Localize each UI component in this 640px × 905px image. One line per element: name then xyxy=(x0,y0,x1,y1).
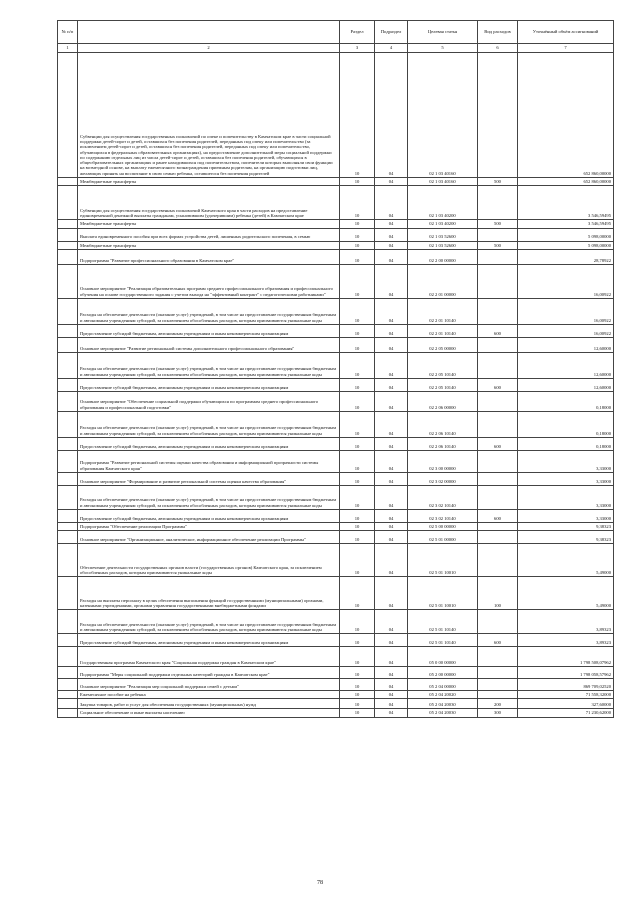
row-amount: 71 558,32000 xyxy=(518,691,614,699)
row-subsection: 04 xyxy=(375,531,408,544)
row-number-cell xyxy=(58,709,78,717)
row-number-cell xyxy=(58,249,78,264)
table-row xyxy=(58,337,614,352)
row-target-item: 02 2 05 10140 xyxy=(408,352,478,378)
row-number-cell xyxy=(58,472,78,485)
row-target-item: 02 2 01 00000 xyxy=(408,264,478,298)
row-number-cell xyxy=(58,298,78,324)
row-amount: 3,33000 xyxy=(518,509,614,522)
row-number-cell xyxy=(58,679,78,691)
row-amount: 12,60000 xyxy=(518,352,614,378)
row-amount: 3 546,59495 xyxy=(518,220,614,228)
row-number-cell xyxy=(58,450,78,472)
row-amount: 12,60000 xyxy=(518,337,614,352)
row-target-item: 02 5 01 10140 xyxy=(408,610,478,634)
row-expense-type: 200 xyxy=(478,699,518,709)
row-description: Межбюджетные трансферты xyxy=(78,220,340,228)
row-amount: 3,33000 xyxy=(518,450,614,472)
row-amount: 16,00922 xyxy=(518,298,614,324)
header-section: Раздел xyxy=(340,21,375,44)
row-section: 10 xyxy=(340,249,375,264)
table-row xyxy=(58,53,614,178)
row-target-item: 02 2 01 10140 xyxy=(408,298,478,324)
row-expense-type xyxy=(478,472,518,485)
row-expense-type xyxy=(478,337,518,352)
row-description: Межбюджетные трансферты xyxy=(78,241,340,249)
table-row xyxy=(58,220,614,228)
row-target-item: 02 5 01 10010 xyxy=(408,544,478,577)
row-target-item: 02 5 01 10010 xyxy=(408,577,478,610)
row-number-cell xyxy=(58,324,78,337)
row-expense-type: 600 xyxy=(478,437,518,450)
header-description xyxy=(78,21,340,44)
row-number-cell xyxy=(58,531,78,544)
row-target-item: 02 3 02 10140 xyxy=(408,485,478,509)
row-expense-type xyxy=(478,249,518,264)
table-row xyxy=(58,647,614,667)
row-target-item: 02 3 00 00000 xyxy=(408,450,478,472)
row-expense-type xyxy=(478,411,518,437)
row-subsection: 04 xyxy=(375,391,408,411)
row-amount: 16,00922 xyxy=(518,324,614,337)
row-target-item: 05 2 00 00000 xyxy=(408,667,478,679)
row-subsection: 04 xyxy=(375,647,408,667)
row-target-item: 02 5 01 00000 xyxy=(408,531,478,544)
row-description: Ежемесячное пособие на ребенка xyxy=(78,691,340,699)
row-expense-type xyxy=(478,352,518,378)
row-description: Расходы на обеспечение деятельности (оказание услуг) учреждений, в том числе на предоставление государственным бюджетным и автономным учреждениям субсидий, за исключением обособленных расходов, которым присваиваются уникальные коды xyxy=(78,485,340,509)
row-description: Расходы на обеспечение деятельности (оказание услуг) учреждений, в том числе на предоставление государственным бюджетным и автономным учреждениям субсидий, за исключением обособленных расходов, которым присваиваются уникальные коды xyxy=(78,298,340,324)
row-amount: 5 098,00000 xyxy=(518,241,614,249)
row-amount: 652 860,00000 xyxy=(518,53,614,178)
row-number-cell xyxy=(58,667,78,679)
row-subsection: 04 xyxy=(375,352,408,378)
row-target-item: 02 5 00 00000 xyxy=(408,522,478,530)
row-target-item: 02 2 06 10140 xyxy=(408,411,478,437)
table-row xyxy=(58,378,614,391)
row-target-item: 05 2 04 00000 xyxy=(408,679,478,691)
row-expense-type xyxy=(478,485,518,509)
row-description: Выплата единовременного пособия при всех формах устройства детей, лишенных родительского попечения, в семью xyxy=(78,228,340,241)
row-description: Основное мероприятие "Формирование и развитие региональной системы оценки качества образования" xyxy=(78,472,340,485)
row-subsection: 04 xyxy=(375,709,408,717)
row-section: 10 xyxy=(340,298,375,324)
row-number-cell xyxy=(58,544,78,577)
row-expense-type xyxy=(478,531,518,544)
row-subsection: 04 xyxy=(375,337,408,352)
row-subsection: 04 xyxy=(375,472,408,485)
row-target-item: 02 2 06 00000 xyxy=(408,391,478,411)
table-row xyxy=(58,679,614,691)
row-subsection: 04 xyxy=(375,667,408,679)
column-number: 3 xyxy=(340,44,375,53)
table-row xyxy=(58,391,614,411)
row-subsection: 04 xyxy=(375,228,408,241)
row-description: Основное мероприятие "Обеспечение социальной поддержки обучающихся по программам среднего профессионального образования и профессиональной подготовки" xyxy=(78,391,340,411)
table-row xyxy=(58,709,614,717)
row-amount: 3,33000 xyxy=(518,485,614,509)
row-number-cell xyxy=(58,437,78,450)
column-number: 2 xyxy=(78,44,340,53)
row-number-cell xyxy=(58,522,78,530)
header-subsection: Подраздел xyxy=(375,21,408,44)
table-row xyxy=(58,298,614,324)
row-target-item: 02 5 01 10140 xyxy=(408,634,478,647)
row-description: Предоставление субсидий бюджетным, автономным учреждениям и иным некоммерческим организациям xyxy=(78,437,340,450)
row-number-cell xyxy=(58,391,78,411)
row-target-item: 02 1 03 40200 xyxy=(408,186,478,220)
row-target-item: 05 2 04 20030 xyxy=(408,699,478,709)
row-expense-type xyxy=(478,679,518,691)
row-target-item: 02 1 03 40160 xyxy=(408,178,478,186)
row-expense-type: 100 xyxy=(478,577,518,610)
row-subsection: 04 xyxy=(375,53,408,178)
row-description: Социальное обеспечение и иные выплаты населению xyxy=(78,709,340,717)
row-section: 10 xyxy=(340,472,375,485)
row-section: 10 xyxy=(340,450,375,472)
row-expense-type: 300 xyxy=(478,709,518,717)
row-number-cell xyxy=(58,610,78,634)
row-target-item: 02 2 05 00000 xyxy=(408,337,478,352)
row-subsection: 04 xyxy=(375,634,408,647)
row-description: Подпрограмма "Развитие профессионального образования в Камчатском крае" xyxy=(78,249,340,264)
row-section: 10 xyxy=(340,485,375,509)
row-target-item: 02 1 03 52600 xyxy=(408,228,478,241)
row-section: 10 xyxy=(340,264,375,298)
row-target-item: 05 0 00 00000 xyxy=(408,647,478,667)
row-description: Государственная программа Камчатского края "Социальная поддержка граждан в Камчатском крае" xyxy=(78,647,340,667)
header-amount: Уточнённый объём ассигнований xyxy=(518,21,614,44)
row-number-cell xyxy=(58,634,78,647)
row-amount: 12,60000 xyxy=(518,378,614,391)
row-section: 10 xyxy=(340,544,375,577)
row-expense-type: 500 xyxy=(478,241,518,249)
row-description: Предоставление субсидий бюджетным, автономным учреждениям и иным некоммерческим организациям xyxy=(78,509,340,522)
table-row xyxy=(58,437,614,450)
row-number-cell xyxy=(58,577,78,610)
row-section: 10 xyxy=(340,522,375,530)
row-number-cell xyxy=(58,241,78,249)
row-section: 10 xyxy=(340,709,375,717)
row-amount: 0,18000 xyxy=(518,411,614,437)
row-section: 10 xyxy=(340,178,375,186)
row-target-item: 02 1 03 52600 xyxy=(408,241,478,249)
row-section: 10 xyxy=(340,679,375,691)
row-section: 10 xyxy=(340,667,375,679)
row-subsection: 04 xyxy=(375,679,408,691)
table-row xyxy=(58,634,614,647)
row-subsection: 04 xyxy=(375,411,408,437)
row-number-cell xyxy=(58,178,78,186)
row-expense-type xyxy=(478,228,518,241)
table-row xyxy=(58,509,614,522)
row-amount: 16,00922 xyxy=(518,264,614,298)
budget-page xyxy=(57,20,613,718)
row-description: Расходы на обеспечение деятельности (оказание услуг) учреждений, в том числе на предоставление государственным бюджетным и автономным учреждениям субсидий, за исключением обособленных расходов, которым присваиваются уникальные коды xyxy=(78,411,340,437)
row-expense-type xyxy=(478,691,518,699)
table-row xyxy=(58,241,614,249)
table-row xyxy=(58,324,614,337)
row-expense-type xyxy=(478,667,518,679)
table-row xyxy=(58,485,614,509)
row-subsection: 04 xyxy=(375,378,408,391)
table-row xyxy=(58,667,614,679)
budget-table xyxy=(57,20,614,718)
row-amount: 327,60000 xyxy=(518,699,614,709)
row-description: Предоставление субсидий бюджетным, автономным учреждениям и иным некоммерческим организациям xyxy=(78,378,340,391)
row-amount: 9,38323 xyxy=(518,522,614,530)
row-amount: 0,18000 xyxy=(518,437,614,450)
row-expense-type: 600 xyxy=(478,634,518,647)
row-description: Закупка товаров, работ и услуг для обеспечения государственных (муниципальных) нужд xyxy=(78,699,340,709)
column-number: 4 xyxy=(375,44,408,53)
row-description: Обеспечение деятельности государственных органов власти (государственных органов) Камчатского края, за исключением обособленных расходов, которым присваиваются уникальные коды xyxy=(78,544,340,577)
row-subsection: 04 xyxy=(375,178,408,186)
row-section: 10 xyxy=(340,324,375,337)
header-target-item: Целевая статья xyxy=(408,21,478,44)
row-subsection: 04 xyxy=(375,241,408,249)
table-row xyxy=(58,691,614,699)
page-number: 78 xyxy=(317,880,323,886)
row-expense-type xyxy=(478,544,518,577)
row-section: 10 xyxy=(340,634,375,647)
row-amount: 71 230,62000 xyxy=(518,709,614,717)
row-section: 10 xyxy=(340,337,375,352)
row-section: 10 xyxy=(340,699,375,709)
row-subsection: 04 xyxy=(375,264,408,298)
column-number: 5 xyxy=(408,44,478,53)
row-description: Предоставление субсидий бюджетным, автономным учреждениям и иным некоммерческим организациям xyxy=(78,634,340,647)
row-expense-type xyxy=(478,264,518,298)
row-number-cell xyxy=(58,378,78,391)
row-amount: 3,89323 xyxy=(518,610,614,634)
row-number-cell xyxy=(58,699,78,709)
row-description: Субвенции для осуществления государственных полномочий по опеке и попечительству в Камчатском крае в части социальной поддержки детей-сирот и детей, оставшихся без попечения родителей, переданных под опеку или попечительство (за исключением детей-сирот и детей, оставшихся без попечения родителей, переданных под опеку или попечительство, обучающихся в федеральных образовательных организациях), на предоставление дополнительной меры социальной поддержки по содержанию отдельных лиц из числа детей-сирот и детей, оставшихся без попечения родителей, обучающихся в общеобразовательных организациях и ранее находившихся под попечительством, попечители которых выполняли свои функции на возмездной основе, на выплату ежемесячного вознаграждения приемным родителям, на организацию подготовки лиц, желающих принять на воспитание в свою семью ребенка, оставшегося без попечения родителей xyxy=(78,53,340,178)
row-section: 10 xyxy=(340,509,375,522)
header-number: № п/п xyxy=(58,21,78,44)
row-subsection: 04 xyxy=(375,522,408,530)
row-section: 10 xyxy=(340,241,375,249)
row-description: Основное мероприятие "Реализация образовательных программ среднего профессионального образования и профессионального обучения на основе государственного задания с учетом выхода на "эффективный контракт" с педагогическими работниками" xyxy=(78,264,340,298)
row-section: 10 xyxy=(340,531,375,544)
row-section: 10 xyxy=(340,437,375,450)
table-row xyxy=(58,531,614,544)
table-row xyxy=(58,249,614,264)
row-amount: 3,33000 xyxy=(518,472,614,485)
row-expense-type xyxy=(478,647,518,667)
row-target-item: 02 2 00 00000 xyxy=(408,249,478,264)
header-expense-type: Вид расходов xyxy=(478,21,518,44)
row-subsection: 04 xyxy=(375,437,408,450)
row-subsection: 04 xyxy=(375,485,408,509)
row-target-item: 02 3 02 10140 xyxy=(408,509,478,522)
table-row xyxy=(58,178,614,186)
row-target-item: 05 2 04 20030 xyxy=(408,709,478,717)
row-expense-type xyxy=(478,298,518,324)
row-description: Предоставление субсидий бюджетным, автономным учреждениям и иным некоммерческим организациям xyxy=(78,324,340,337)
table-row xyxy=(58,610,614,634)
row-description: Подпрограмма "Обеспечение реализации Программы" xyxy=(78,522,340,530)
row-description: Основное мероприятие "Развитие региональной системы дополнительного профессионального образования" xyxy=(78,337,340,352)
row-section: 10 xyxy=(340,411,375,437)
row-section: 10 xyxy=(340,378,375,391)
row-section: 10 xyxy=(340,691,375,699)
row-section: 10 xyxy=(340,610,375,634)
row-target-item: 02 2 06 10140 xyxy=(408,437,478,450)
row-expense-type: 500 xyxy=(478,220,518,228)
row-expense-type: 600 xyxy=(478,378,518,391)
row-section: 10 xyxy=(340,53,375,178)
row-subsection: 04 xyxy=(375,220,408,228)
row-subsection: 04 xyxy=(375,509,408,522)
table-row xyxy=(58,522,614,530)
row-number-cell xyxy=(58,647,78,667)
row-section: 10 xyxy=(340,577,375,610)
row-number-cell xyxy=(58,691,78,699)
table-row xyxy=(58,411,614,437)
row-number-cell xyxy=(58,53,78,178)
row-description: Расходы на обеспечение деятельности (оказание услуг) учреждений, в том числе на предоставление государственным бюджетным и автономным учреждениям субсидий, за исключением обособленных расходов, которым присваиваются уникальные коды xyxy=(78,352,340,378)
row-section: 10 xyxy=(340,352,375,378)
row-subsection: 04 xyxy=(375,450,408,472)
row-number-cell xyxy=(58,186,78,220)
row-description: Расходы на выплаты персоналу в целях обеспечения выполнения функций государственными (муниципальными) органами, казенными учреждениями, органами управления государственными внебюджетными фондами xyxy=(78,577,340,610)
row-amount: 1 798 058,57962 xyxy=(518,667,614,679)
row-expense-type xyxy=(478,450,518,472)
table-row xyxy=(58,264,614,298)
row-number-cell xyxy=(58,220,78,228)
row-subsection: 04 xyxy=(375,249,408,264)
row-number-cell xyxy=(58,337,78,352)
row-target-item: 02 2 01 10140 xyxy=(408,324,478,337)
row-description: Основное мероприятие "Организационное, аналитическое, информационное обеспечение реализации Программы" xyxy=(78,531,340,544)
row-section: 10 xyxy=(340,186,375,220)
table-row xyxy=(58,544,614,577)
row-target-item: 02 3 02 00000 xyxy=(408,472,478,485)
row-amount: 5,49000 xyxy=(518,577,614,610)
row-target-item: 02 1 03 40200 xyxy=(408,220,478,228)
table-row xyxy=(58,577,614,610)
row-amount: 28,78922 xyxy=(518,249,614,264)
row-description: Расходы на обеспечение деятельности (оказание услуг) учреждений, в том числе на предоставление государственным бюджетным и автономным учреждениям субсидий, за исключением обособленных расходов, которым присваиваются уникальные коды xyxy=(78,610,340,634)
row-subsection: 04 xyxy=(375,691,408,699)
row-expense-type xyxy=(478,186,518,220)
row-number-cell xyxy=(58,509,78,522)
row-target-item: 02 1 03 40160 xyxy=(408,53,478,178)
table-header-row xyxy=(58,21,614,44)
row-amount: 869 709,02520 xyxy=(518,679,614,691)
row-expense-type: 600 xyxy=(478,509,518,522)
row-section: 10 xyxy=(340,220,375,228)
row-expense-type xyxy=(478,610,518,634)
row-description: Субвенции для осуществления государственных полномочий Камчатского края в части расходов на предоставление единовременной денежной выплаты гражданам, усыновившим (удочерившим) ребенка (детей) в Камчатском крае xyxy=(78,186,340,220)
row-amount: 9,38323 xyxy=(518,531,614,544)
table-row xyxy=(58,186,614,220)
row-subsection: 04 xyxy=(375,544,408,577)
row-amount: 3 546,59495 xyxy=(518,186,614,220)
row-subsection: 04 xyxy=(375,186,408,220)
row-amount: 5 098,00000 xyxy=(518,228,614,241)
column-number-row xyxy=(58,44,614,53)
row-description: Подпрограмма "Меры социальной поддержки отдельных категорий граждан в Камчатском крае" xyxy=(78,667,340,679)
row-expense-type: 500 xyxy=(478,178,518,186)
row-subsection: 04 xyxy=(375,324,408,337)
table-row xyxy=(58,450,614,472)
row-description: Основное мероприятие "Реализация мер социальной поддержки семей с детьми" xyxy=(78,679,340,691)
row-amount: 3,89323 xyxy=(518,634,614,647)
row-amount: 1 798 508,07962 xyxy=(518,647,614,667)
row-amount: 5,49000 xyxy=(518,544,614,577)
table-row xyxy=(58,699,614,709)
row-target-item: 05 2 04 20020 xyxy=(408,691,478,699)
row-section: 10 xyxy=(340,391,375,411)
row-number-cell xyxy=(58,485,78,509)
column-number: 1 xyxy=(58,44,78,53)
row-number-cell xyxy=(58,264,78,298)
row-subsection: 04 xyxy=(375,298,408,324)
row-amount: 0,18000 xyxy=(518,391,614,411)
row-subsection: 04 xyxy=(375,699,408,709)
row-description: Межбюджетные трансферты xyxy=(78,178,340,186)
budget-rows xyxy=(58,53,614,718)
column-number: 7 xyxy=(518,44,614,53)
row-subsection: 04 xyxy=(375,577,408,610)
row-expense-type xyxy=(478,53,518,178)
row-expense-type xyxy=(478,391,518,411)
row-section: 10 xyxy=(340,228,375,241)
row-subsection: 04 xyxy=(375,610,408,634)
column-number: 6 xyxy=(478,44,518,53)
row-number-cell xyxy=(58,228,78,241)
row-expense-type xyxy=(478,522,518,530)
row-expense-type: 600 xyxy=(478,324,518,337)
row-number-cell xyxy=(58,352,78,378)
row-number-cell xyxy=(58,411,78,437)
row-amount: 652 860,00000 xyxy=(518,178,614,186)
table-row xyxy=(58,472,614,485)
table-row xyxy=(58,352,614,378)
row-description: Подпрограмма "Развитие региональной системы оценки качества образования и информационной прозрачности системы образования Камчатского края" xyxy=(78,450,340,472)
row-target-item: 02 2 05 10140 xyxy=(408,378,478,391)
table-row xyxy=(58,228,614,241)
row-section: 10 xyxy=(340,647,375,667)
